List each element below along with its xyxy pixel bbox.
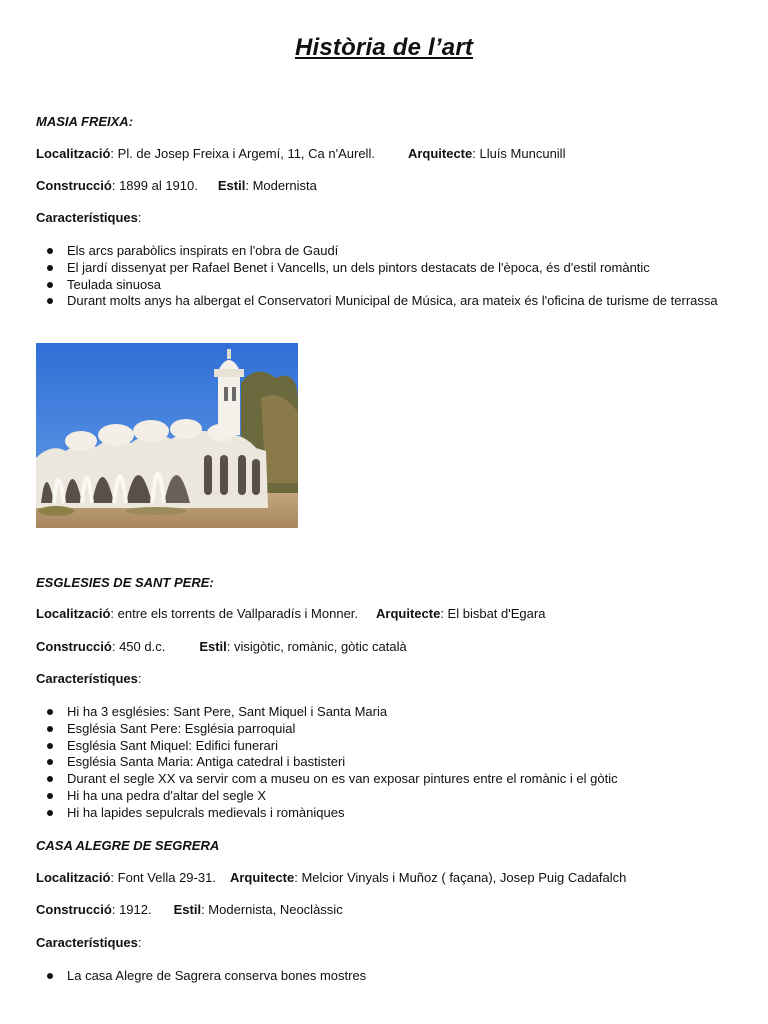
localitzacio-label: Localització: [36, 870, 111, 885]
list-item: Església Santa Maria: Antiga catedral i bastisteri: [36, 754, 726, 771]
estil-value: : visigòtic, romànic, gòtic català: [226, 639, 407, 654]
masia-freixa-photo: [36, 343, 298, 528]
localitzacio-line: [36, 606, 545, 621]
caracteristiques-list-sant-pere: [36, 704, 726, 822]
localitzacio-line: [36, 146, 565, 161]
list-item: La casa Alegre de Sagrera conserva bones mostres: [36, 968, 726, 985]
construccio-line: [36, 639, 407, 654]
construccio-value: : 1912.: [111, 902, 152, 917]
caracteristiques-colon: :: [137, 210, 142, 225]
construccio-value: : 1899 al 1910.: [111, 178, 198, 193]
list-item: El jardí dissenyat per Rafael Benet i Vancells, un dels pintors destacats de l'època, és d'estil romàntic: [36, 260, 726, 277]
localitzacio-value: : Font Vella 29-31.: [110, 870, 216, 885]
caracteristiques-line: [36, 671, 142, 686]
construccio-value: : 450 d.c.: [111, 639, 166, 654]
estil-label: Estil: [173, 902, 202, 917]
list-item: Teulada sinuosa: [36, 277, 726, 294]
list-item: Hi ha una pedra d'altar del segle X: [36, 788, 726, 805]
localitzacio-label: Localització: [36, 146, 111, 161]
construccio-label: Construcció: [36, 178, 112, 193]
estil-label: Estil: [217, 178, 246, 193]
construccio-line: [36, 178, 317, 193]
construccio-label: Construcció: [36, 902, 112, 917]
caracteristiques-list-casa-alegre: [36, 968, 726, 985]
arquitecte-label: Arquitecte: [376, 606, 441, 621]
caracteristiques-label: Característiques: [36, 671, 138, 686]
construccio-label: Construcció: [36, 639, 112, 654]
estil-label: Estil: [199, 639, 227, 654]
section-heading-casa-alegre: CASA ALEGRE DE SEGRERA: [36, 838, 220, 853]
page-title: Història de l’art: [294, 34, 474, 61]
arquitecte-value: : El bisbat d'Egara: [440, 606, 546, 621]
localitzacio-label: Localització: [36, 606, 111, 621]
list-item: Església Sant Miquel: Edifici funerari: [36, 738, 726, 755]
arquitecte-value: : Melcior Vinyals i Muñoz ( façana), Josep Puig Cadafalch: [294, 870, 627, 885]
localitzacio-line: [36, 870, 626, 885]
caracteristiques-list-masia-freixa: [36, 243, 726, 310]
arquitecte-label: Arquitecte: [407, 146, 473, 161]
list-item: Els arcs parabòlics inspirats en l'obra de Gaudí: [36, 243, 726, 260]
arquitecte-value: : Lluís Muncunill: [472, 146, 566, 161]
caracteristiques-label: Característiques: [36, 210, 138, 225]
localitzacio-value: : entre els torrents de Vallparadís i Monner.: [110, 606, 359, 621]
localitzacio-value: : Pl. de Josep Freixa i Argemí, 11, Ca n'Aurell.: [110, 146, 375, 161]
construccio-line: [36, 902, 343, 917]
caracteristiques-line: [36, 935, 142, 950]
estil-value: : Modernista, Neoclàssic: [201, 902, 343, 917]
list-item: Hi ha lapides sepulcrals medievals i romàniques: [36, 805, 726, 822]
list-item: Església Sant Pere: Església parroquial: [36, 721, 726, 738]
caracteristiques-colon: :: [137, 935, 142, 950]
arquitecte-label: Arquitecte: [229, 870, 295, 885]
section-heading-masia-freixa: MASIA FREIXA:: [36, 114, 134, 129]
list-item: Durant molts anys ha albergat el Conservatori Municipal de Música, ara mateix és l'oficina de turisme de terrassa: [36, 293, 726, 310]
list-item: Durant el segle XX va servir com a museu on es van exposar pintures entre el romànic i el gòtic: [36, 771, 726, 788]
caracteristiques-colon: :: [137, 671, 142, 686]
caracteristiques-line: [36, 210, 142, 225]
list-item: Hi ha 3 esglésies: Sant Pere, Sant Miquel i Santa Maria: [36, 704, 726, 721]
estil-value: : Modernista: [245, 178, 317, 193]
section-heading-esglesies-sant-pere: ESGLESIES DE SANT PERE:: [36, 575, 214, 590]
caracteristiques-label: Característiques: [36, 935, 138, 950]
